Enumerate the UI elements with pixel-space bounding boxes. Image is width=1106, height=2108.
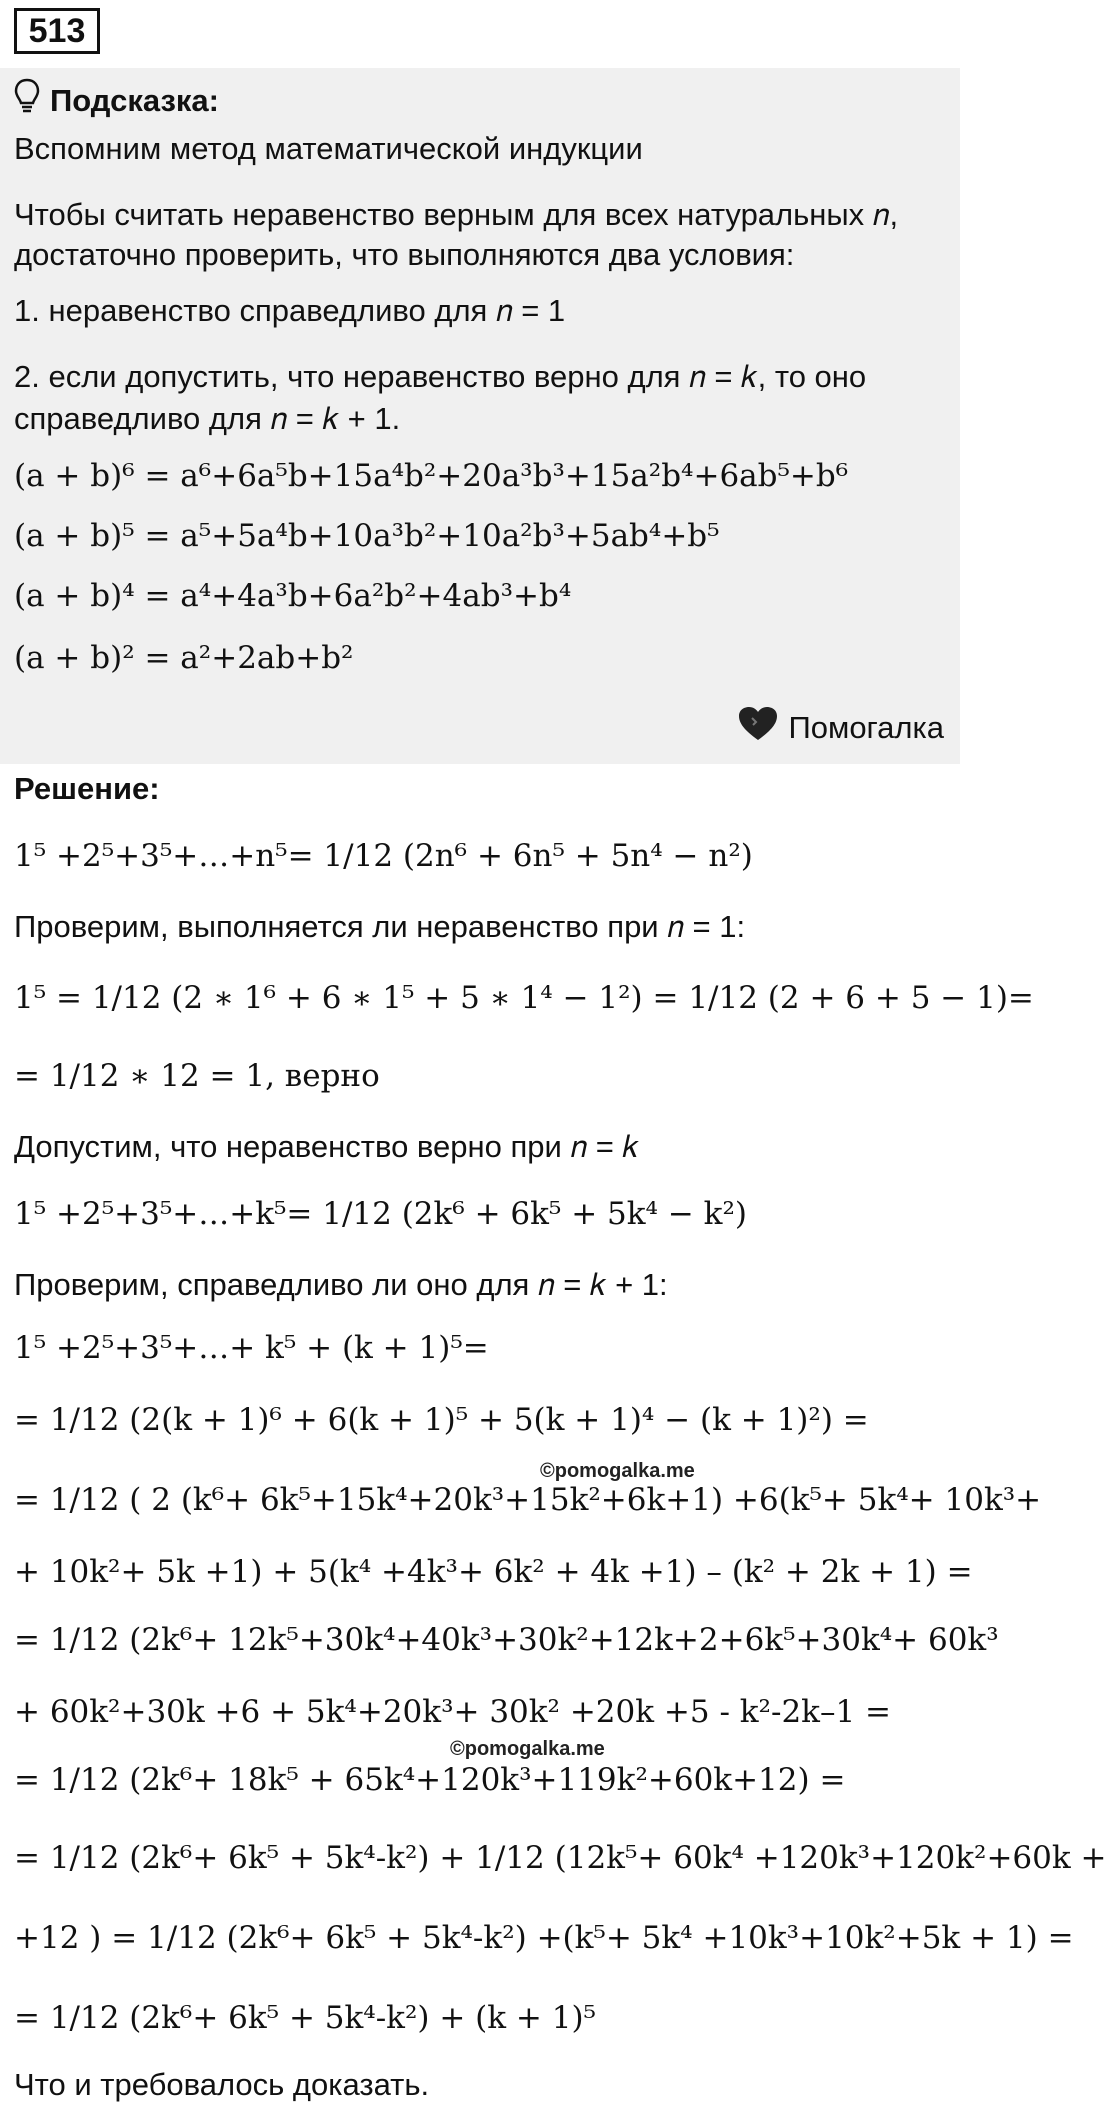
- hint-line-5: 2. если допустить, что неравенство верно для 𝑛 = 𝑘, то оно: [14, 359, 867, 394]
- solution-line-10: = 1/12 ( 2 (k⁶+ 6k⁵+15k⁴+20k³+15k²+6k+1) +6(k⁵+ 5k⁴+ 10k³+: [14, 1482, 1042, 1518]
- solution-line-9: = 1/12 (2(k + 1)⁶ + 6(k + 1)⁵ + 5(k + 1)⁴ − (k + 1)²) =: [14, 1402, 869, 1438]
- solution-line-15: = 1/12 (2k⁶+ 6k⁵ + 5k⁴-k²) + 1/12 (12k⁵+ 60k⁴ +120k³+120k²+60k +: [14, 1840, 1106, 1876]
- binomial-2: (a + b)² = a²+2ab+b²: [14, 640, 354, 676]
- hint-panel: [0, 68, 960, 764]
- brand-name: Помогалка: [788, 710, 944, 745]
- solution-line-12: = 1/12 (2k⁶+ 12k⁵+30k⁴+40k³+30k²+12k+2+6k⁵+30k⁴+ 60k³: [14, 1622, 999, 1658]
- solution-title: Решение:: [14, 771, 160, 806]
- solution-conclusion: Что и требовалось доказать.: [14, 2067, 430, 2102]
- solution-line-13: + 60k²+30k +6 + 5k⁴+20k³+ 30k² +20k +5 - k²-2k–1 =: [14, 1694, 892, 1730]
- lightbulb-icon: [14, 78, 40, 122]
- hint-title-row: [14, 78, 219, 122]
- solution-line-5: Допустим, что неравенство верно при 𝑛 = 𝑘: [14, 1129, 639, 1164]
- solution-line-11: + 10k²+ 5k +1) + 5(k⁴ +4k³+ 6k² + 4k +1) – (k² + 2k + 1) =: [14, 1554, 973, 1590]
- hint-line-1: Вспомним метод математической индукции: [14, 131, 643, 166]
- solution-line-2: Проверим, выполняется ли неравенство при 𝑛 = 1:: [14, 909, 746, 944]
- solution-line-16: +12 ) = 1/12 (2k⁶+ 6k⁵ + 5k⁴-k²) +(k⁵+ 5k⁴ +10k³+10k²+5k + 1) =: [14, 1920, 1074, 1956]
- hint-line-6: справедливо для 𝑛 = 𝑘 + 1.: [14, 401, 401, 436]
- solution-line-3: 1⁵ = 1/12 (2 ∗ 1⁶ + 6 ∗ 1⁵ + 5 ∗ 1⁴ − 1²) = 1/12 (2 + 6 + 5 − 1)=: [14, 980, 1034, 1016]
- heart-icon: [738, 706, 778, 750]
- solution-line-8: 1⁵ +2⁵+3⁵+…+ k⁵ + (k + 1)⁵=: [14, 1330, 489, 1366]
- solution-line-6: 1⁵ +2⁵+3⁵+…+k⁵= 1/12 (2k⁶ + 6k⁵ + 5k⁴ − k²): [14, 1196, 747, 1232]
- binomial-4: (a + b)⁴ = a⁴+4a³b+6a²b²+4ab³+b⁴: [14, 578, 572, 614]
- solution-line-17: = 1/12 (2k⁶+ 6k⁵ + 5k⁴-k²) + (k + 1)⁵: [14, 2000, 596, 2036]
- brand: [738, 706, 944, 750]
- watermark: ©pomogalka.me: [540, 1460, 695, 1482]
- solution-line-4: = 1/12 ∗ 12 = 1, верно: [14, 1058, 380, 1094]
- solution-line-1: 1⁵ +2⁵+3⁵+…+n⁵= 1/12 (2n⁶ + 6n⁵ + 5n⁴ − n²): [14, 838, 753, 874]
- binomial-6: (a + b)⁶ = a⁶+6a⁵b+15a⁴b²+20a³b³+15a²b⁴+6ab⁵+b⁶: [14, 458, 849, 494]
- problem-number: 513: [14, 8, 100, 54]
- solution-line-7: Проверим, справедливо ли оно для 𝑛 = 𝑘 + 1:: [14, 1267, 668, 1302]
- watermark: ©pomogalka.me: [450, 1738, 605, 1760]
- hint-line-3: достаточно проверить, что выполняются два условия:: [14, 237, 795, 272]
- hint-line-2: Чтобы считать неравенство верным для всех натуральных 𝑛,: [14, 197, 899, 232]
- hint-line-4: 1. неравенство справедливо для 𝑛 = 1: [14, 293, 566, 328]
- hint-title: Подсказка:: [50, 82, 219, 118]
- solution-line-14: = 1/12 (2k⁶+ 18k⁵ + 65k⁴+120k³+119k²+60k+12) =: [14, 1762, 846, 1798]
- binomial-5: (a + b)⁵ = a⁵+5a⁴b+10a³b²+10a²b³+5ab⁴+b⁵: [14, 518, 720, 554]
